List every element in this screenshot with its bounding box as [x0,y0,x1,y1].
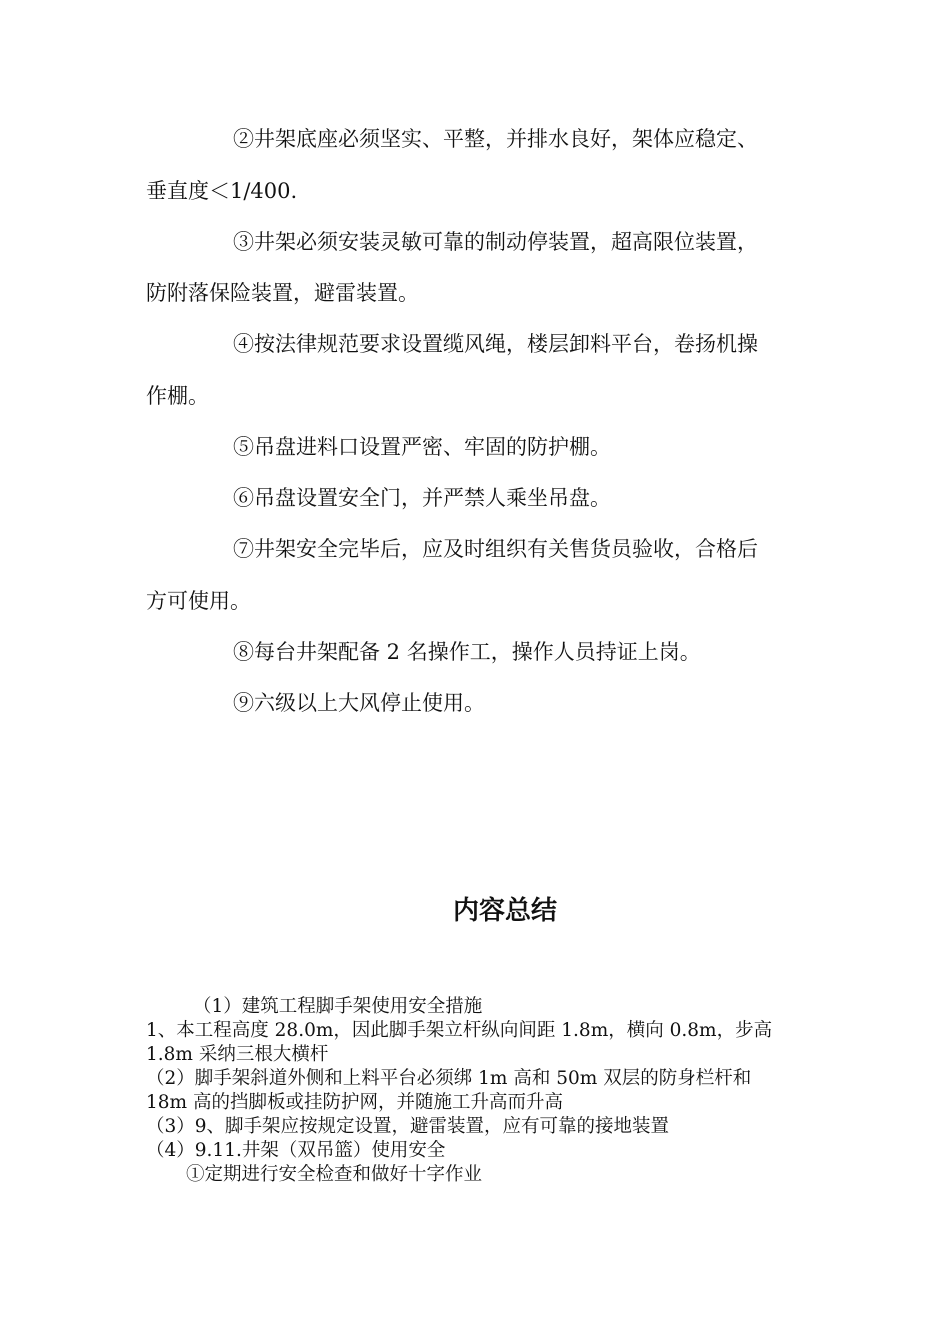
paragraph-line: ⑥吊盘设置安全门，并严禁人乘坐吊盘。 [233,486,611,510]
summary-line: （3）9、脚手架应按规定设置，避雷装置，应有可靠的接地装置 [146,1116,670,1137]
summary-line: （4）9.11.井架（双吊篮）使用安全 [146,1140,446,1161]
summary-line: 18m 高的挡脚板或挂防护网，并随施工升高而升高 [146,1092,563,1113]
summary-line: （1）建筑工程脚手架使用安全措施 [193,996,483,1017]
summary-line: 1、本工程高度 28.0m，因此脚手架立杆纵向间距 1.8m，横向 0.8m，步高 [146,1020,773,1041]
paragraph-line: ②井架底座必须坚实、平整，并排水良好，架体应稳定、 [233,127,758,151]
paragraph-line: ⑨六级以上大风停止使用。 [233,691,485,715]
paragraph-line: ③井架必须安装灵敏可靠的制动停装置，超高限位装置， [233,230,758,254]
paragraph-line: 方可使用。 [146,589,251,613]
summary-title: 内容总结 [452,896,557,926]
paragraph-line: ⑧每台井架配备 2 名操作工，操作人员持证上岗。 [233,640,701,664]
summary-line: 1.8m 采纳三根大横杆 [146,1044,329,1065]
paragraph-line: ⑤吊盘进料口设置严密、牢固的防护棚。 [233,435,611,459]
paragraph-line: ④按法律规范要求设置缆风绳，楼层卸料平台，卷扬机操 [233,332,758,356]
paragraph-line: ⑦井架安全完毕后，应及时组织有关售货员验收，合格后 [233,537,758,561]
paragraph-line: 作棚。 [146,384,209,408]
summary-line: ①定期进行安全检查和做好十字作业 [186,1164,483,1185]
paragraph-line: 防附落保险装置，避雷装置。 [146,281,419,305]
summary-line: （2）脚手架斜道外侧和上料平台必须绑 1m 高和 50m 双层的防身栏杆和 [146,1068,752,1089]
paragraph-line: 垂直度＜1/400. [146,179,298,203]
